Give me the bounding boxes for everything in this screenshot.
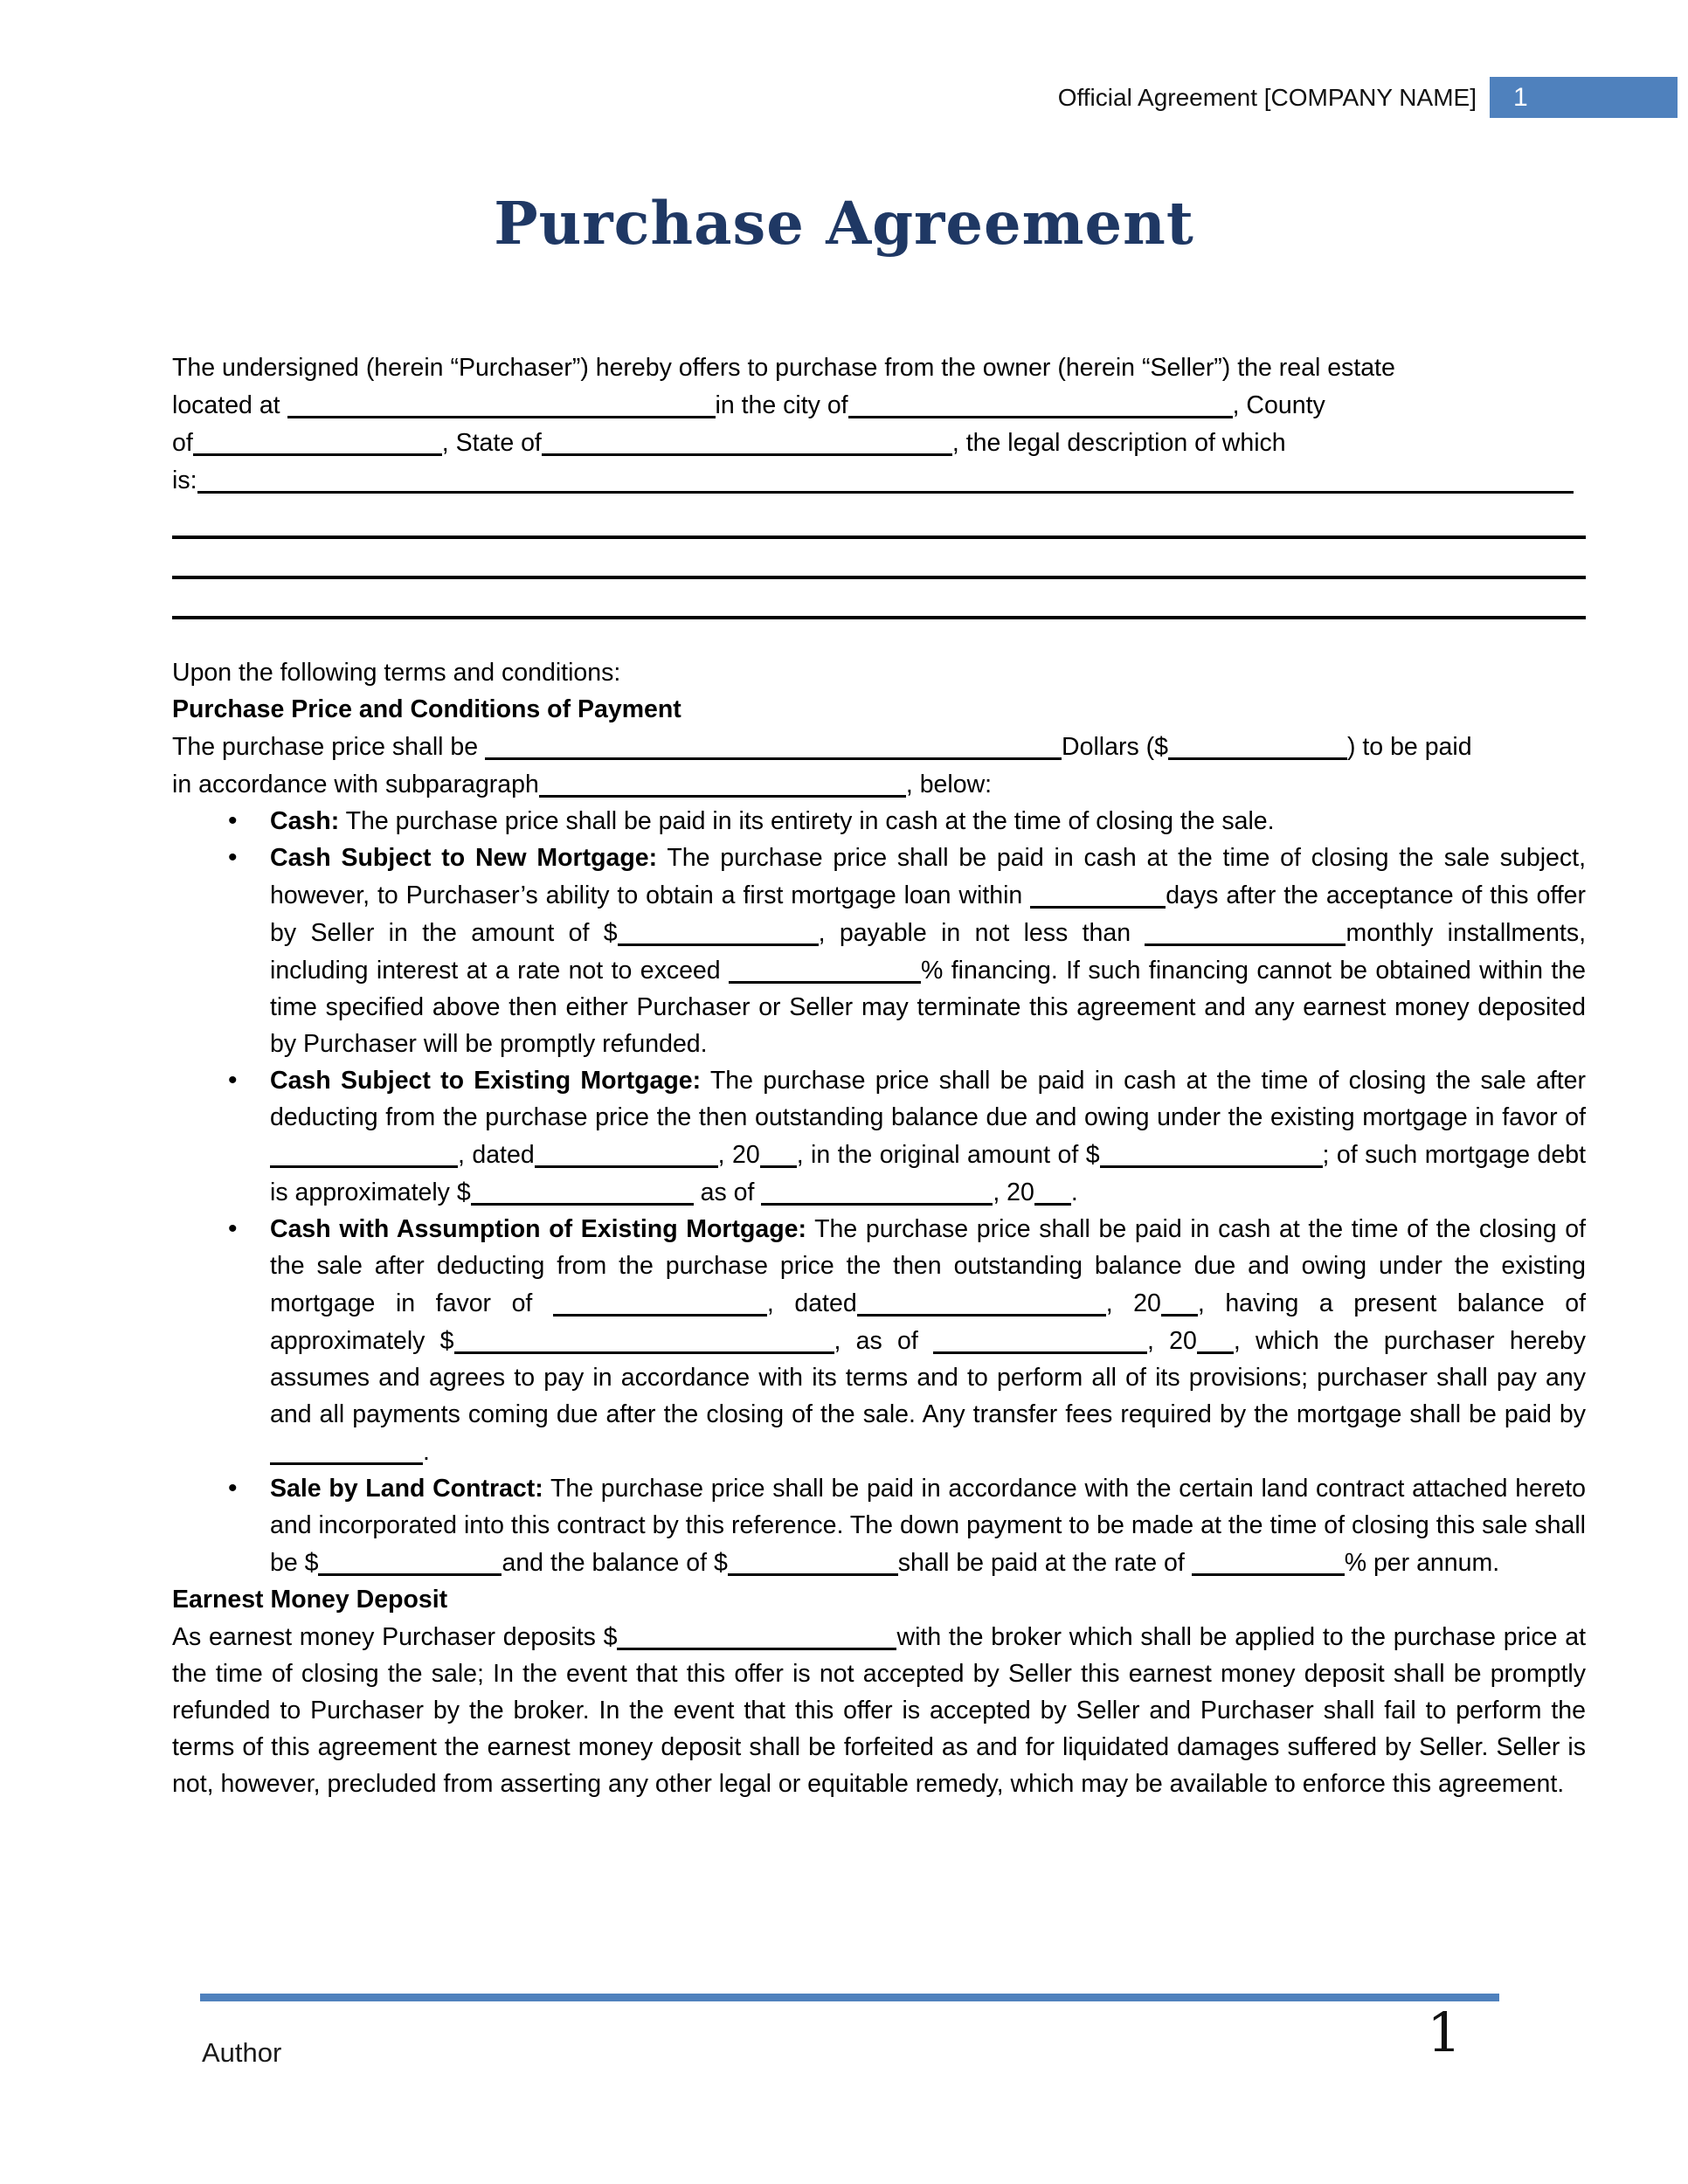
- blank-rule-line: [172, 499, 1586, 539]
- text-run: 20: [1169, 1327, 1197, 1355]
- text-run: and the balance of: [502, 1549, 714, 1577]
- text-run: , State of: [441, 429, 542, 457]
- text-run: as of: [693, 1178, 762, 1206]
- text-run: of: [172, 429, 193, 457]
- field-group: [457, 1178, 694, 1206]
- text-run: shall be paid at the rate of: [897, 1549, 1192, 1577]
- text-run: ,: [766, 1289, 795, 1317]
- text-run: , the legal description of which: [951, 429, 1286, 457]
- text-run: days after the acceptance of this offer by Seller in the amount of: [270, 881, 1586, 947]
- field-group: [1086, 1141, 1330, 1169]
- blank-field: [318, 1549, 502, 1576]
- text-run: As earnest money Purchaser deposits: [172, 1623, 604, 1651]
- blank-field: [535, 1141, 718, 1168]
- blank-field: [933, 1327, 1147, 1354]
- text-run: ,: [1105, 1289, 1134, 1317]
- field-group: [305, 1549, 502, 1577]
- payment-option-item: [172, 803, 1586, 840]
- page-header: [0, 77, 1678, 118]
- blank-field: [1197, 1327, 1234, 1354]
- intro-paragraph: [172, 349, 1586, 499]
- text-run: in accordance with subparagraph: [172, 771, 539, 798]
- text-run: The purchase price shall be paid in cash at the time of closing the sale subject, however, to Purchaser’s ability to obtain a first mortgage loan within: [270, 844, 1586, 909]
- blank-field: [1030, 881, 1166, 909]
- blank-field: [542, 429, 952, 456]
- field-group: [1192, 1549, 1366, 1577]
- footer-divider: [200, 1994, 1499, 2001]
- earnest-money-paragraph: [172, 1618, 1586, 1802]
- document-body: [172, 349, 1586, 1802]
- text-run: ) to be paid: [1346, 733, 1472, 761]
- text-run: $: [439, 1327, 454, 1355]
- text-run: $: [713, 1549, 728, 1577]
- bold-lead: Sale by Land Contract:: [270, 1475, 543, 1503]
- blank-field: [193, 429, 442, 456]
- field-group: [1169, 1327, 1234, 1355]
- text-run: The purchase price shall be paid in cash at the time of the closing of the sale after deducting from the purchase price the then outstanding balance due and owing under the existing mortgage in favor of: [270, 1215, 1586, 1317]
- blank-field: [287, 391, 716, 418]
- field-group: [472, 1141, 717, 1169]
- payment-option-item: [172, 1211, 1586, 1470]
- blank-field: [618, 919, 819, 946]
- form-line: [172, 386, 1586, 424]
- blank-field: [761, 1178, 993, 1206]
- blank-rule-line: [172, 579, 1586, 619]
- text-run: ,: [717, 1141, 733, 1169]
- document-title: Purchase Agreement: [494, 189, 1194, 258]
- footer-page-number: 1: [1427, 2001, 1462, 2064]
- text-run: $: [603, 1623, 618, 1651]
- blank-field: [270, 1141, 458, 1168]
- text-run: dated: [472, 1141, 535, 1169]
- text-run: , having a present balance of approximately: [270, 1289, 1586, 1355]
- blank-field: [471, 1178, 694, 1206]
- text-run: $: [1085, 1141, 1100, 1169]
- text-run: $: [603, 919, 618, 947]
- text-run: The purchase price shall be: [172, 733, 486, 761]
- bold-lead: Cash Subject to New Mortgage:: [270, 844, 658, 872]
- text-run: is:: [172, 467, 197, 494]
- bold-lead: Cash Subject to Existing Mortgage:: [270, 1067, 702, 1095]
- payment-option-item: [172, 1062, 1586, 1211]
- text-run: per annum.: [1366, 1549, 1500, 1577]
- text-run: ;: [1322, 1141, 1330, 1169]
- field-group: [604, 1623, 897, 1651]
- legal-description-lines: [172, 499, 1586, 619]
- bold-lead: Cash:: [270, 807, 340, 835]
- text-run: The undersigned (herein “Purchaser”) hereby offers to purchase from the owner (herein “Seller”) the real estate: [172, 354, 1395, 382]
- text-run: .: [1070, 1178, 1078, 1206]
- text-run: 20: [1133, 1289, 1161, 1317]
- section-heading-purchase-price: Purchase Price and Conditions of Payment: [172, 695, 681, 723]
- text-run: %: [1344, 1549, 1367, 1577]
- blank-field: [728, 1549, 898, 1576]
- blank-field: [1192, 1549, 1345, 1576]
- text-run: The purchase price shall be paid in its entirety in cash at the time of closing the sale.: [339, 807, 1275, 835]
- header-page-number: 1: [1513, 83, 1528, 112]
- field-group: [732, 1141, 797, 1169]
- field-group: [1007, 1178, 1078, 1206]
- form-line: [172, 349, 1586, 386]
- blank-field: [197, 467, 1574, 494]
- header-title: Official Agreement [COMPANY NAME]: [1057, 84, 1477, 111]
- blank-field: [553, 1289, 767, 1317]
- field-group: [714, 1549, 898, 1577]
- blank-field: [1161, 1289, 1198, 1317]
- terms-intro-line: Upon the following terms and conditions:: [172, 659, 621, 687]
- form-line: [172, 728, 1586, 765]
- blank-field: [1168, 733, 1347, 760]
- text-run: , below:: [905, 771, 993, 798]
- page-number-badge: [1490, 77, 1678, 118]
- form-line: [172, 424, 1586, 461]
- text-run: financing. If such financing cannot be obtained within the time specified above then either Purchaser or Seller may terminate this agreement and any earnest money deposited by Purchaser will be promptly refunded.: [270, 957, 1586, 1058]
- blank-field: [485, 733, 1062, 760]
- text-run: dated: [794, 1289, 857, 1317]
- text-run: %: [921, 957, 944, 985]
- text-run: $: [456, 1178, 471, 1206]
- text-run: in the city of: [715, 391, 848, 419]
- field-group: [1133, 1289, 1198, 1317]
- blank-field: [1145, 919, 1346, 946]
- text-run: , which the purchaser hereby assumes and agrees to pay in accordance with its terms and to perform all of its provisions; purchaser shall pay any and all payments coming due after the closing of the sale. Any transfer fees required by the mortgage shall be paid by: [270, 1327, 1586, 1428]
- field-group: [729, 957, 943, 985]
- text-run: Dollars ($: [1062, 733, 1168, 761]
- field-group: [794, 1289, 1105, 1317]
- form-line: [172, 461, 1586, 499]
- field-group: [440, 1327, 834, 1355]
- blank-field: [617, 1623, 896, 1650]
- blank-field: [857, 1289, 1106, 1317]
- field-group: [270, 1438, 430, 1466]
- blank-field: [454, 1327, 834, 1354]
- text-run: The purchase price shall be paid in accordance with the certain land contract attached hereto and incorporated into this contract by this reference. The down payment to be made at the time of closing this sale shall be: [270, 1475, 1586, 1577]
- blank-field: [270, 1438, 423, 1465]
- text-run: ,: [818, 919, 826, 947]
- text-run: ,: [993, 1178, 1007, 1206]
- text-run: ,: [1146, 1327, 1170, 1355]
- blank-field: [848, 391, 1233, 418]
- blank-field: [760, 1141, 797, 1168]
- payment-options-list: [172, 803, 1586, 1581]
- section-heading-earnest-money: Earnest Money Deposit: [172, 1586, 448, 1614]
- field-group: [604, 919, 826, 947]
- purchase-price-paragraph: [172, 728, 1586, 803]
- text-run: ,: [458, 1141, 473, 1169]
- footer-author: Author: [202, 2037, 282, 2068]
- payment-option-item: [172, 1470, 1586, 1581]
- text-run: 20: [1007, 1178, 1034, 1206]
- text-run: $: [304, 1549, 319, 1577]
- blank-field: [1034, 1178, 1071, 1206]
- bold-lead: Cash with Assumption of Existing Mortgage:: [270, 1215, 807, 1243]
- text-run: , in the original amount of: [796, 1141, 1086, 1169]
- text-run: located at: [172, 391, 287, 419]
- text-run: with the broker which shall be applied to the purchase price at the time of closing the sale; In the event that this offer is not accepted by Seller this earnest money deposit shall be promptly refunded to Purchaser by the broker. In the event that this offer is accepted by Seller and Purchaser shall fail to perform the terms of this agreement the earnest money deposit shall be forfeited as and for liquidated damages suffered by Seller. Seller is not, however, precluded from asserting any other legal or equitable remedy, which may be available to enforce this agreement.: [172, 1623, 1587, 1798]
- form-line: [172, 765, 1586, 803]
- payment-option-item: [172, 840, 1586, 1062]
- blank-field: [1100, 1141, 1323, 1168]
- text-run: monthly installments, including interest at a rate not to exceed: [270, 919, 1587, 985]
- text-run: The purchase price shall be paid in cash at the time of closing the sale after deducting from the purchase price the then outstanding balance due and owing under the existing mortgage in favor of: [270, 1067, 1587, 1131]
- blank-rule-line: [172, 539, 1586, 579]
- blank-field: [539, 771, 906, 798]
- text-run: 20: [732, 1141, 760, 1169]
- text-run: .: [423, 1438, 430, 1466]
- text-run: , as of: [834, 1327, 933, 1355]
- text-run: payable in not less than: [825, 919, 1145, 947]
- blank-field: [729, 957, 921, 984]
- text-run: of such mortgage debt is approximately: [270, 1141, 1586, 1206]
- text-run: , County: [1232, 391, 1325, 419]
